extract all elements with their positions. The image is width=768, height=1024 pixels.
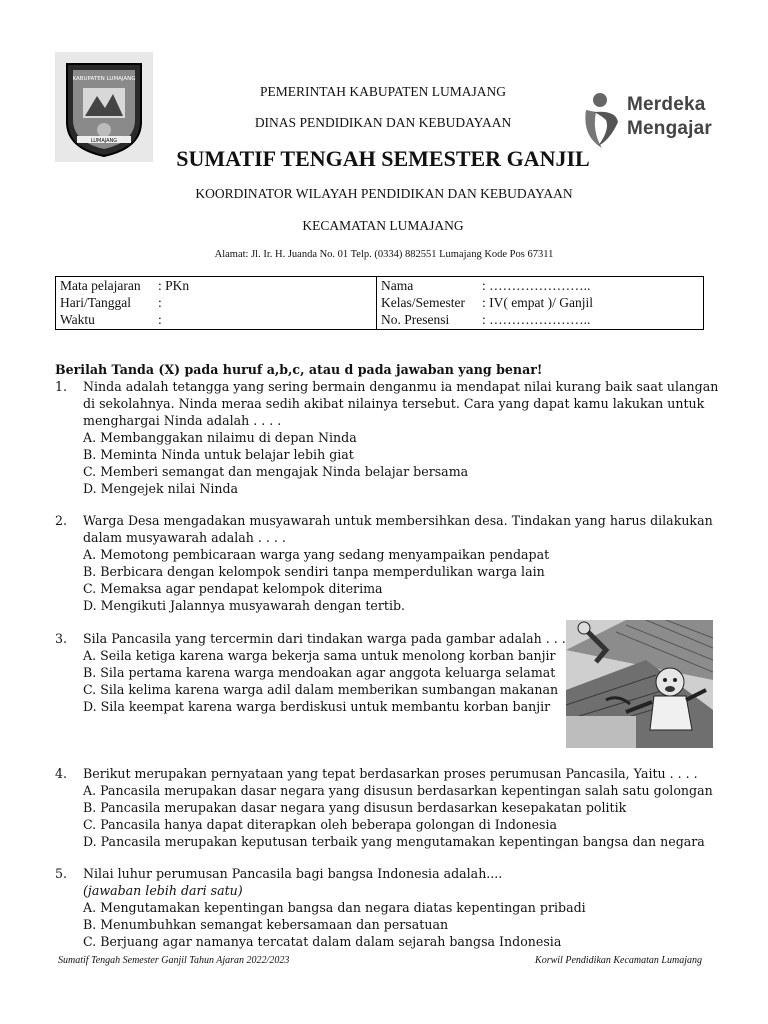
info-row-time — [60, 311, 162, 328]
page-title: SUMATIF TENGAH SEMESTER GANJIL — [176, 146, 590, 171]
header-line-department: DINAS PENDIDIKAN DAN KEBUDAYAAN — [254, 115, 512, 130]
answer-option-c: C. Memaksa agar pendapat kelompok diterima — [83, 581, 383, 596]
question-line: dalam musyawarah adalah . . . . — [83, 530, 286, 545]
question-number: 3. — [55, 631, 68, 646]
info-label: Kelas/Semester — [381, 295, 465, 310]
brand-text-merdeka: Merdeka — [627, 94, 706, 115]
question-line: Ninda adalah tetangga yang sering bermain denganmu ia mendapat nilai kurang baik saat ulangan — [83, 379, 719, 394]
info-row-subject — [60, 277, 189, 294]
answer-option-c: C. Pancasila hanya dapat diterapkan oleh beberapa golongan di Indonesia — [83, 817, 558, 832]
brand-text-mengajar: Mengajar — [627, 118, 713, 139]
info-left-column — [56, 277, 377, 329]
crest-top-text: KABUPATEN LUMAJANG — [72, 76, 136, 82]
question-line: Warga Desa mengadakan musyawarah untuk membersihkan desa. Tindakan yang harus dilakukan — [83, 513, 713, 528]
info-right-column — [377, 277, 703, 329]
question-line: Sila Pancasila yang tercermin dari tindakan warga pada gambar adalah . . . — [83, 631, 566, 646]
info-label: Hari/Tanggal — [60, 295, 132, 310]
question-line: menghargai Ninda adalah . . . . — [83, 413, 282, 428]
crest-bottom-text: LUMAJANG — [90, 138, 118, 144]
answer-option-b: B. Pancasila merupakan dasar negara yang disusun berdasarkan kesepakatan politik — [83, 800, 627, 815]
info-value: : — [158, 312, 162, 327]
info-label: Mata pelajaran — [60, 278, 141, 293]
answer-option-b: B. Sila pertama karena warga mendoakan agar anggota keluarga selamat — [83, 665, 556, 680]
info-value: : ………………….. — [482, 278, 591, 293]
info-row-class — [381, 294, 593, 311]
question-note: (jawaban lebih dari satu) — [83, 883, 243, 898]
header-line-coordinator: KOORDINATOR WILAYAH PENDIDIKAN DAN KEBUDAYAAN — [195, 186, 573, 201]
footer-right-text: Korwil Pendidikan Kecamatan Lumajang — [535, 955, 702, 966]
answer-option-c: C. Memberi semangat dan mengajak Ninda belajar bersama — [83, 464, 469, 479]
answer-option-d: D. Mengejek nilai Ninda — [83, 481, 239, 496]
student-info-table — [55, 276, 704, 330]
answer-option-d: D. Pancasila merupakan keputusan terbaik yang mengutamakan kepentingan bangsa dan negara — [83, 834, 705, 849]
question-line: Berikut merupakan pernyataan yang tepat berdasarkan proses perumusan Pancasila, Yaitu . . . . — [83, 766, 698, 781]
regency-crest-logo — [55, 52, 153, 162]
question-line: Nilai luhur perumusan Pancasila bagi bangsa Indonesia adalah.... — [83, 866, 503, 881]
answer-option-d: D. Mengikuti Jalannya musyawarah dengan tertib. — [83, 598, 406, 613]
info-row-attendance — [381, 311, 590, 328]
header-line-district: KECAMATAN LUMAJANG — [302, 218, 464, 233]
question-line: di sekolahnya. Ninda meraa sedih akibat nilainya tersebut. Cara yang dapat kamu lakukan untuk — [83, 396, 705, 411]
answer-option-c: C. Sila kelima karena warga adil dalam memberikan sumbangan makanan — [83, 682, 559, 697]
info-label: Waktu — [60, 312, 95, 327]
answer-option-c: C. Berjuang agar namanya tercatat dalam dalam sejarah bangsa Indonesia — [83, 934, 562, 949]
answer-option-a: A. Mengutamakan kepentingan bangsa dan negara diatas kepentingan pribadi — [83, 900, 586, 915]
info-row-date — [60, 294, 162, 311]
answer-option-a: A. Membanggakan nilaimu di depan Ninda — [83, 430, 357, 445]
answer-option-b: B. Menumbuhkan semangat kebersamaan dan persatuan — [83, 917, 449, 932]
info-value: : PKn — [158, 278, 190, 293]
answer-option-b: B. Meminta Ninda untuk belajar lebih giat — [83, 447, 354, 462]
flood-rescue-illustration — [566, 620, 713, 748]
info-value: : IV( empat )/ Ganjil — [482, 295, 593, 310]
header-line-government: PEMERINTAH KABUPATEN LUMAJANG — [260, 84, 506, 99]
answer-option-a: A. Pancasila merupakan dasar negara yang disusun berdasarkan kepentingan salah satu golongan — [83, 783, 713, 798]
question-number: 1. — [55, 379, 68, 394]
question-number: 2. — [55, 513, 68, 528]
footer-left-text: Sumatif Tengah Semester Ganjil Tahun Ajaran 2022/2023 — [58, 955, 290, 966]
answer-option-b: B. Berbicara dengan kelompok sendiri tanpa memperdulikan warga lain — [83, 564, 545, 579]
answer-option-a: A. Seila ketiga karena warga bekerja sama untuk menolong korban banjir — [83, 648, 556, 663]
info-value: : — [158, 295, 162, 310]
header-address: Alamat: Jl. Ir. H. Juanda No. 01 Telp. (0334) 882551 Lumajang Kode Pos 67311 — [214, 249, 554, 260]
question-number: 5. — [55, 866, 68, 881]
answer-option-d: D. Sila keempat karena warga berdiskusi untuk membantu korban banjir — [83, 699, 551, 714]
info-row-name — [381, 277, 590, 294]
info-label: Nama — [381, 278, 414, 293]
info-value: : ………………….. — [482, 312, 591, 327]
answer-option-a: A. Memotong pembicaraan warga yang sedang menyampaikan pendapat — [83, 547, 550, 562]
instruction-text: Berilah Tanda (X) pada huruf a,b,c, atau d pada jawaban yang benar! — [55, 362, 543, 377]
question-number: 4. — [55, 766, 68, 781]
info-label: No. Presensi — [381, 312, 450, 327]
